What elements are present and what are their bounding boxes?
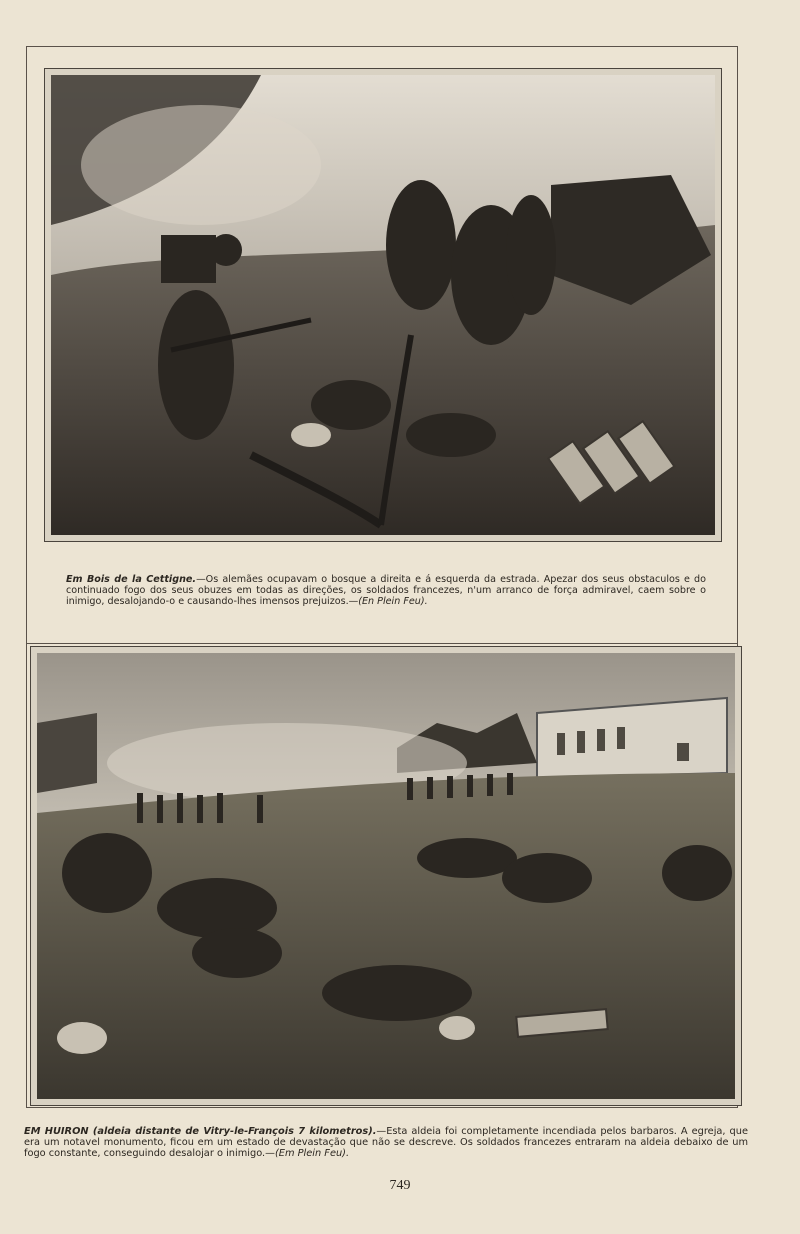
photo-em-huiron [30, 646, 742, 1106]
caption-em-huiron [24, 1126, 748, 1159]
caption-text: —Esta aldeia foi completamente incendiada pelos barbaros. A egreja, que era um notavel monumento, ficou em um estado de devastação que não se descreve. Os soldados francezes entraram na aldeia debaixo de um fogo constante, conseguindo desalojar o inimigo.— [24, 1126, 749, 1159]
caption-text: —Os alemães ocupavam o bosque a direita e á esquerda da estrada. Apezar dos seus obstaculos e do continuado fogo dos seus obuzes em todas as direções, os soldados francezes, n'um arranco de força admiravel, caem sobre o inimigo, desalojando-o e causando-lhes imensos prejuizos.— [66, 574, 706, 607]
section-divider [26, 643, 738, 644]
caption-title: EM HUIRON (aldeia distante de Vitry-le-François 7 kilometros). [24, 1126, 377, 1137]
page-number: 749 [389, 1178, 411, 1193]
caption-source: (En Plein Feu). [358, 596, 428, 607]
photo-bois-de-la-cettigne [44, 68, 722, 542]
battle-scene-village-image [37, 653, 735, 1099]
caption-bois-de-la-cettigne [66, 574, 706, 607]
caption-title: Em Bois de la Cettigne. [66, 574, 197, 585]
caption-source: (Em Plein Feu). [274, 1148, 350, 1159]
battle-scene-forest-image [51, 75, 715, 535]
